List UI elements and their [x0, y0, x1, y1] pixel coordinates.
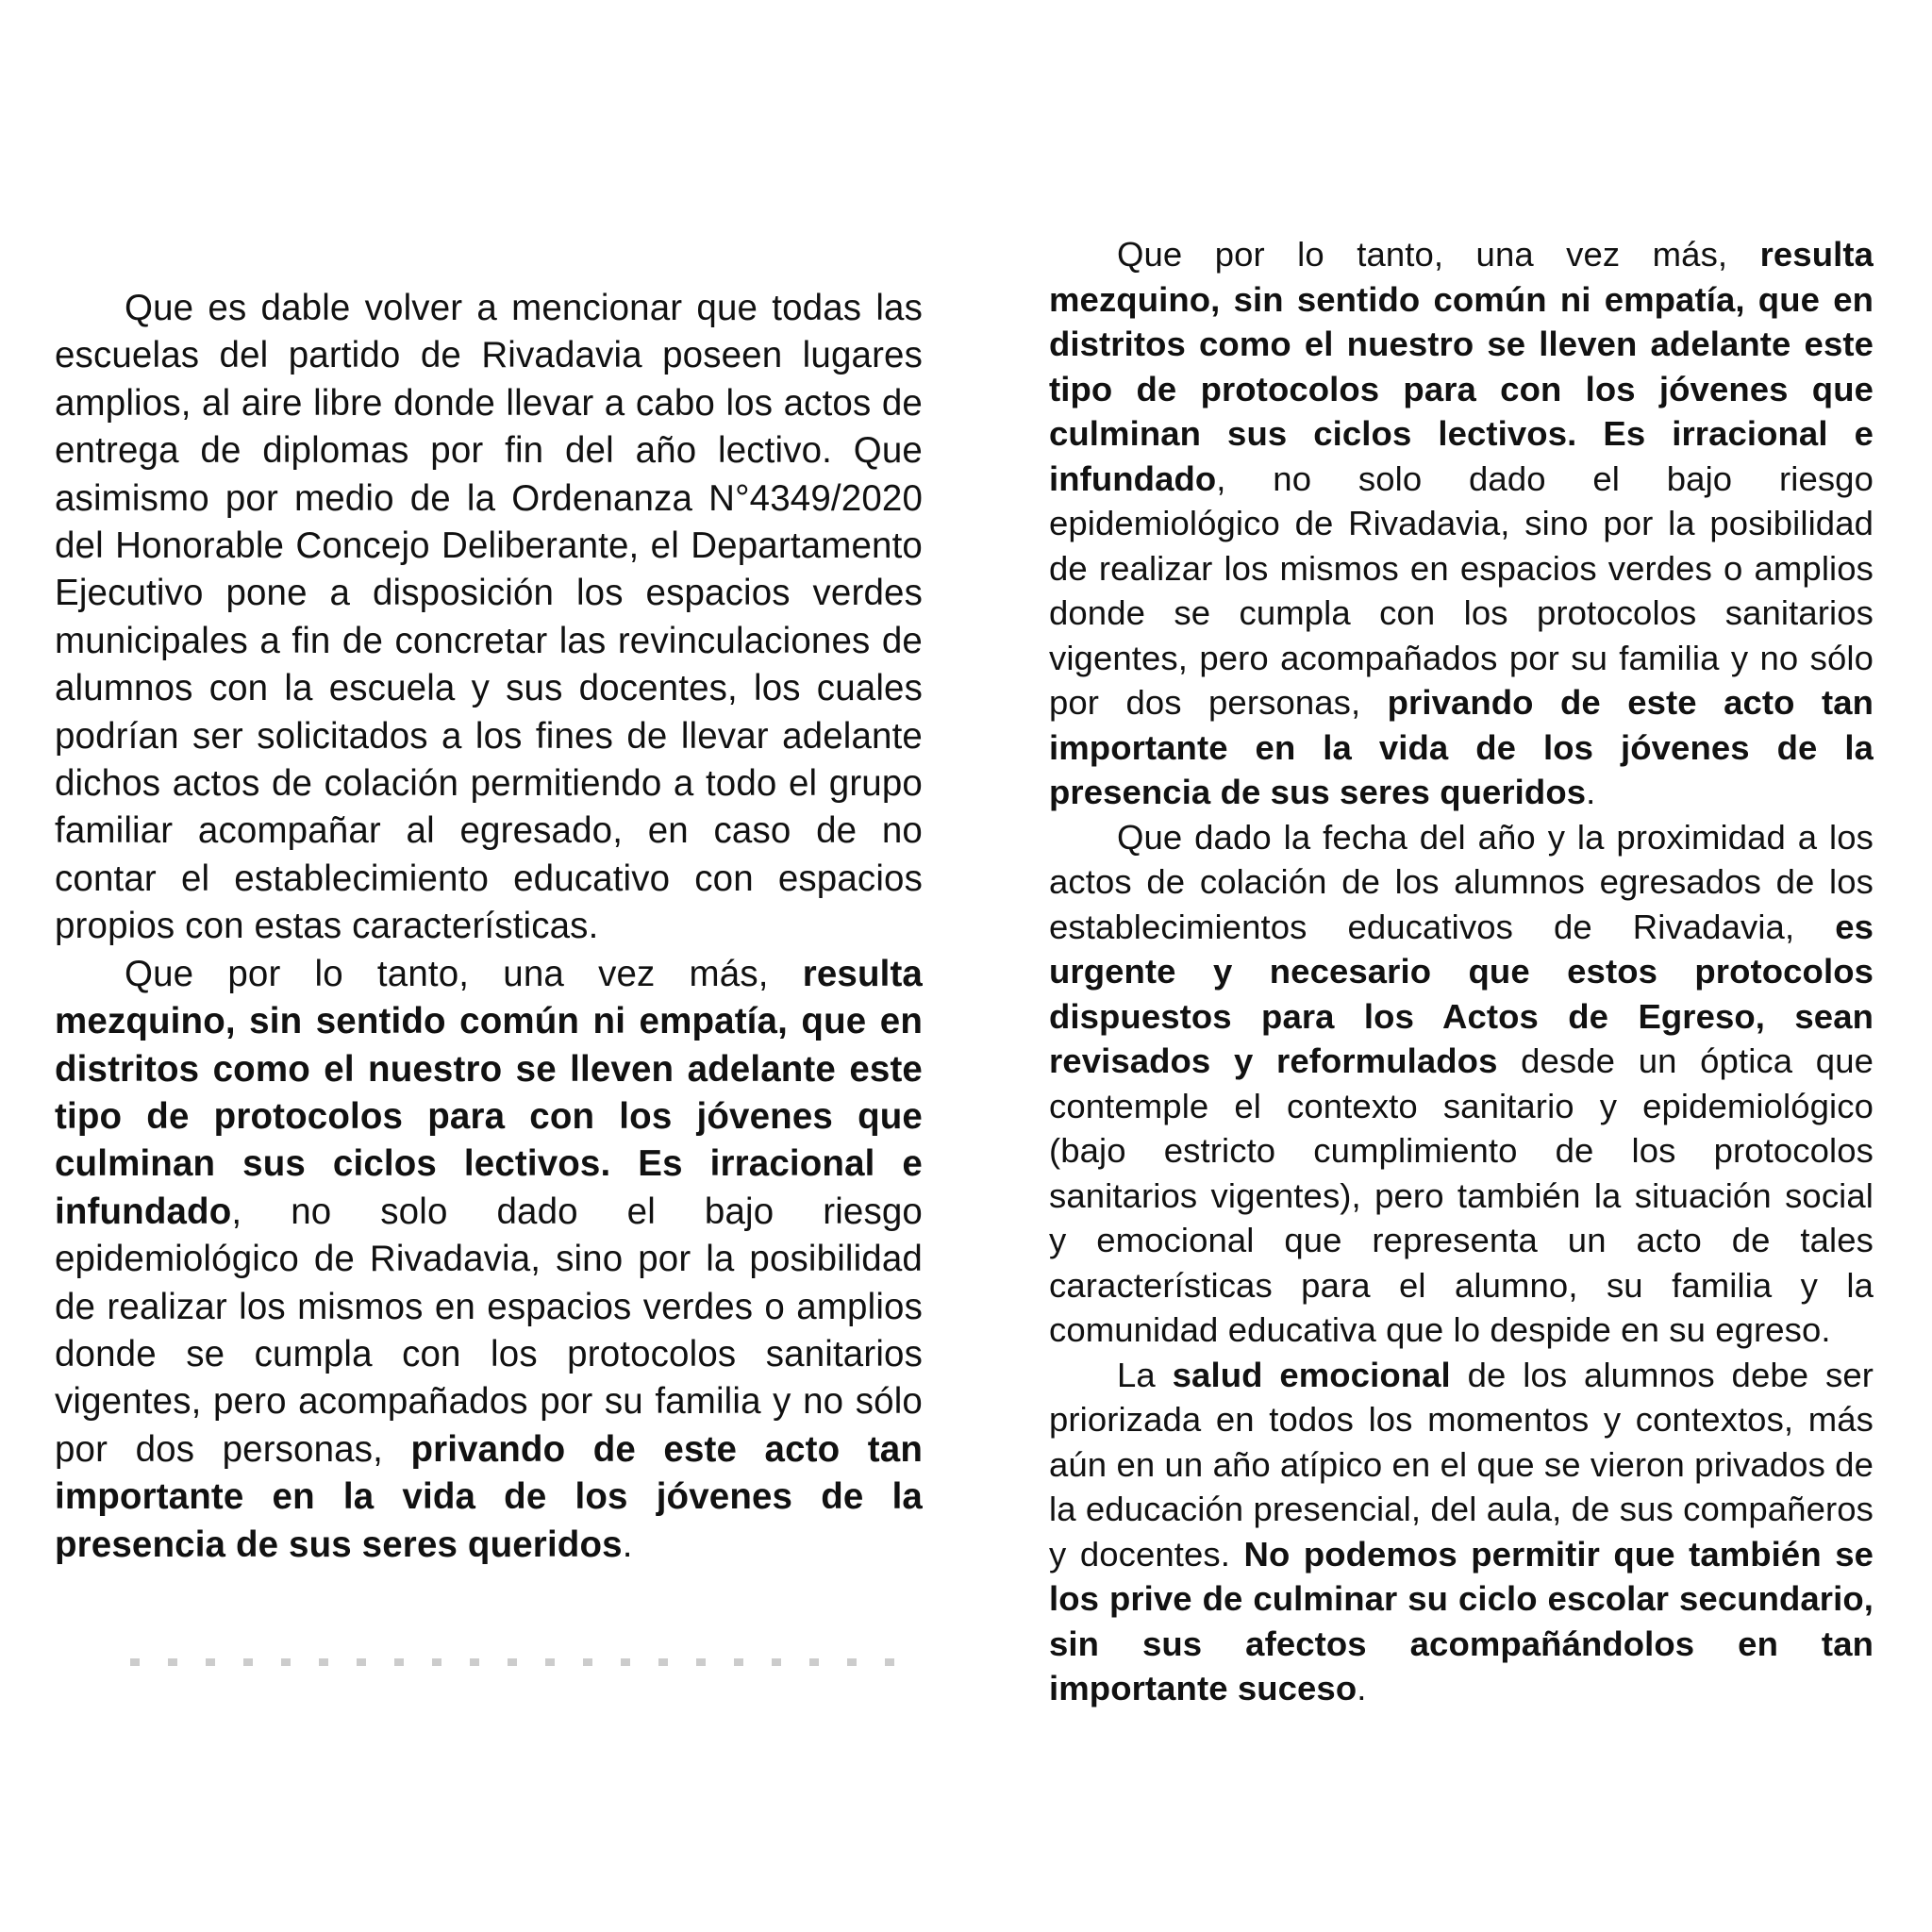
cut-off-text-fragments	[130, 1658, 904, 1666]
left-paragraph-1	[55, 285, 923, 951]
right-paragraph-2	[1049, 815, 1874, 1353]
right-paragraph-3	[1049, 1353, 1874, 1711]
cut-off-text-line	[55, 1658, 904, 1666]
right-paragraph-1-bold-1: resulta mezquino, sin sentido común ni empatía, que en distritos como el nuestro se lleven adelante este tipo de protocolos para con los jóvenes que culminan sus ciclos lectivos. Es irracional e infundado	[1049, 235, 1874, 498]
right-paragraph-3-bold-1: salud emocional	[1172, 1355, 1451, 1394]
left-paragraph-1-text: Que es dable volver a mencionar que todas las escuelas del partido de Rivadavia poseen lugares amplios, al aire libre donde llevar a cabo los actos de entrega de diplomas por fin del año lectivo. Que asimismo por medio de la Ordenanza N°4349/2020 del Honorable Concejo Deliberante, el Departamento Ejecutivo pone a disposición los espacios verdes municipales a fin de concretar las revinculaciones de alumnos con la escuela y sus docentes, los cuales podrían ser solicitados a los fines de llevar adelante dichos actos de colación permitiendo a todo el grupo familiar acompañar al egresado, en caso de no contar el establecimiento educativo con espacios propios con estas características.	[55, 288, 923, 947]
right-paragraph-3-text-1: La	[1117, 1355, 1173, 1394]
right-paragraph-2-bold-1: es urgente y necesario que estos protocolos dispuestos para los Actos de Egreso, sean revisados y reformulados	[1049, 907, 1874, 1080]
right-paragraph-3-text-3: .	[1357, 1669, 1367, 1707]
right-paragraph-1-bold-2: privando de este acto tan importante en la vida de los jóvenes de la presencia de sus seres queridos	[1049, 683, 1874, 811]
right-paragraph-2-text-1: Que dado la fecha del año y la proximidad a los actos de colación de los alumnos egresados de los establecimientos educativos de Rivadavia,	[1049, 817, 1874, 946]
right-page-fragment	[1049, 232, 1874, 1851]
left-paragraph-2-text-1: Que por lo tanto, una vez más,	[125, 953, 803, 994]
right-paragraph-2-text-2: desde un óptica que contemple el contexto sanitario y epidemiológico (bajo estricto cumplimiento de los protocolos sanitarios vigentes), pero también la situación social y emocional que representa un acto de tales características para el alumno, su familia y la comunidad educativa que lo despide en su egreso.	[1049, 1041, 1874, 1349]
left-paragraph-2-text-3: .	[622, 1524, 633, 1565]
right-paragraph-3-text-2: de los alumnos debe ser priorizada en todos los momentos y contextos, más aún en un año atípico en el que se vieron privados de la educación presencial, del aula, de sus compañeros y docentes.	[1049, 1355, 1874, 1574]
left-paragraph-2-bold-2: privando de este acto tan importante en la vida de los jóvenes de la presencia de sus seres queridos	[55, 1428, 923, 1565]
right-paragraph-3-bold-2: No podemos permitir que también se los prive de culminar su ciclo escolar secundario, sin sus afectos acompañándolos en tan importante suceso	[1049, 1534, 1874, 1707]
right-paragraph-1-text-3: .	[1586, 773, 1596, 811]
left-page-fragment	[55, 285, 923, 1672]
left-paragraph-2-bold-1: resulta mezquino, sin sentido común ni empatía, que en distritos como el nuestro se lleven adelante este tipo de protocolos para con los jóvenes que culminan sus ciclos lectivos. Es irracional e infundado	[55, 953, 923, 1232]
right-paragraph-1	[1049, 232, 1874, 815]
left-paragraph-2-text-2: , no solo dado el bajo riesgo epidemiológico de Rivadavia, sino por la posibilidad de realizar los mismos en espacios verdes o amplios donde se cumpla con los protocolos sanitarios vigentes, pero acompañados por su familia y no sólo por dos personas,	[55, 1191, 923, 1470]
left-paragraph-2	[55, 951, 923, 1569]
right-paragraph-1-text-2: , no solo dado el bajo riesgo epidemiológico de Rivadavia, sino por la posibilidad de realizar los mismos en espacios verdes o amplios donde se cumpla con los protocolos sanitarios vigentes, pero acompañados por su familia y no sólo por dos personas,	[1049, 458, 1874, 722]
right-paragraph-1-text-1: Que por lo tanto, una vez más,	[1117, 235, 1760, 274]
